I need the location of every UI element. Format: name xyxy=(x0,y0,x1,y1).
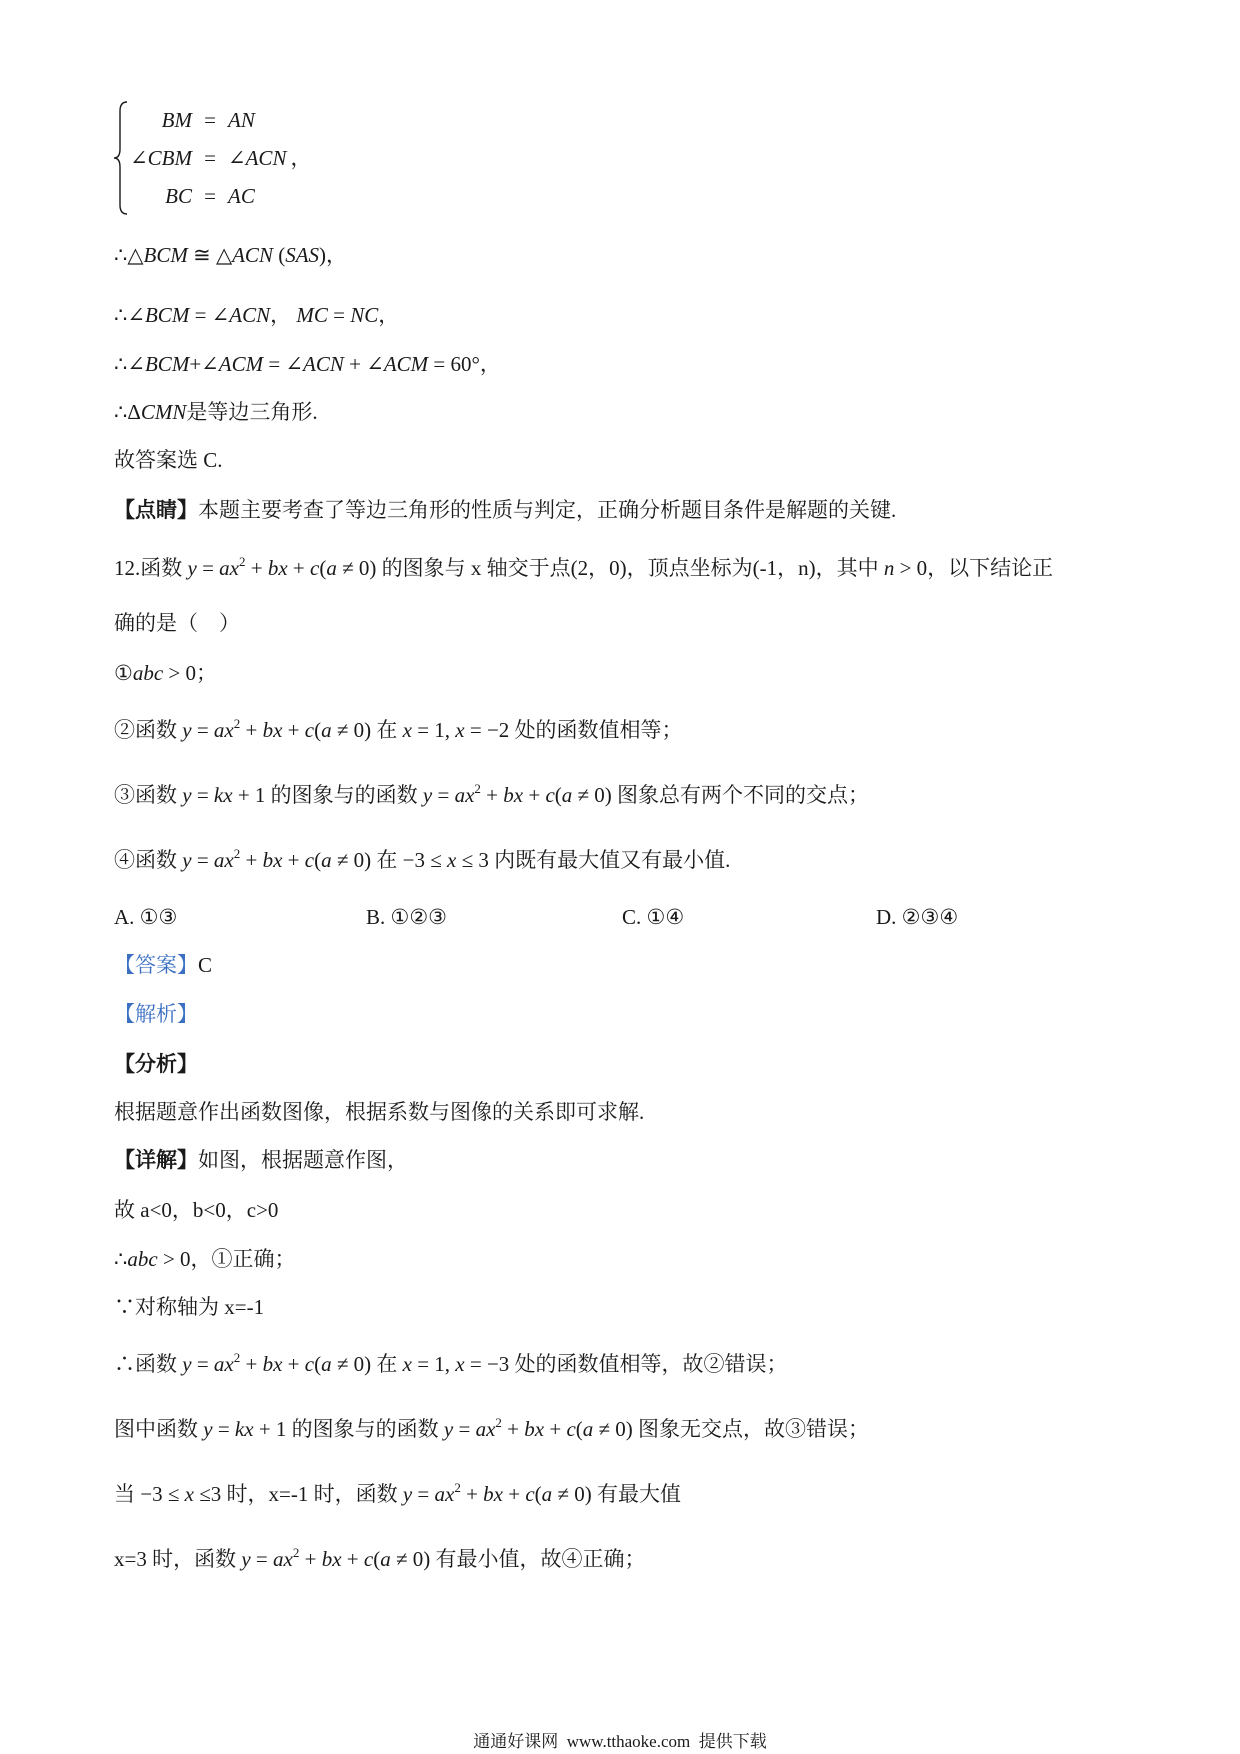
equation-left: BM xyxy=(161,108,192,132)
text-run: ∴ xyxy=(114,243,128,267)
text-run: 故 a<0，b<0，c>0 xyxy=(114,1198,279,1222)
equation-relation: = xyxy=(204,146,216,170)
text-run: 处的函数值相等，故②错误； xyxy=(509,1352,788,1376)
option-a: A. ①③ xyxy=(114,905,178,929)
proof-conclusion-line xyxy=(114,398,318,426)
remark-line xyxy=(114,496,896,524)
math-expression: −3 ≤ x ≤ 3 xyxy=(402,848,489,872)
bold-label: 【分析】 xyxy=(114,1052,198,1076)
math-expression: −3 ≤ x ≤3 xyxy=(140,1482,222,1506)
text-run: 图象总有两个不同的交点； xyxy=(611,783,870,807)
option-b: B. ①②③ xyxy=(366,905,447,929)
math-expression: + bx + c(a ≠ 0) xyxy=(240,1352,372,1376)
equation-end-punct: ， xyxy=(290,146,312,170)
statement-2 xyxy=(114,716,683,744)
math-expression: n > 0 xyxy=(883,556,928,580)
text-run: ③函数 xyxy=(114,783,183,807)
detail-abc xyxy=(114,1245,296,1273)
text-run: 在 xyxy=(371,718,403,742)
math-expression: + bx + c(a ≠ 0) xyxy=(299,1547,431,1571)
proof-angle-sum-line xyxy=(114,350,501,378)
text-run: ∴ xyxy=(114,352,128,376)
analysis-header xyxy=(114,1050,198,1078)
text-run: ∵对称轴为 x=-1 xyxy=(114,1295,265,1319)
text-run: 12.函数 xyxy=(114,556,188,580)
analysis-text xyxy=(114,1098,644,1126)
text-run: ②函数 xyxy=(114,718,183,742)
detail-min-value xyxy=(114,1545,645,1573)
math-expression: y = ax xyxy=(402,1482,455,1506)
text-run: 有最小值，故④正确； xyxy=(430,1547,646,1571)
text-run: 当 xyxy=(114,1482,141,1506)
text-run: ∴ xyxy=(114,303,128,327)
text-run: 在 xyxy=(371,848,403,872)
text-run: 的图象与的函数 xyxy=(286,1417,444,1441)
superscript: 2 xyxy=(233,716,241,731)
text-run: 根据题意作出函数图像，根据系数与图像的关系即可求解. xyxy=(114,1100,645,1124)
equation-relation: = xyxy=(204,184,216,208)
statement-4 xyxy=(114,846,730,874)
equation-left: ∠CBM xyxy=(130,146,192,170)
text-run: ∴ xyxy=(114,400,128,424)
math-expression: x = 1, x = −3 xyxy=(402,1352,510,1376)
text-run: 内既有最大值又有最小值. xyxy=(488,848,731,872)
math-expression: y = kx + 1 xyxy=(182,783,266,807)
proof-congruence-line xyxy=(114,241,347,269)
math-expression: y = ax xyxy=(182,1352,234,1376)
superscript: 2 xyxy=(233,846,241,861)
detail-max-value xyxy=(114,1480,681,1508)
text-run: ① xyxy=(114,661,133,685)
text-run: 故答案选 C. xyxy=(114,448,223,472)
text-run: 时，x=-1 时，函数 xyxy=(221,1482,403,1506)
equation-system-row xyxy=(128,106,259,134)
text-run: 本题主要考查了等边三角形的性质与判定，正确分析题目条件是解题的关键. xyxy=(198,498,897,522)
text-run: ； xyxy=(196,661,217,685)
text-run: C xyxy=(198,953,213,977)
text-run: x=3 时，函数 xyxy=(114,1547,242,1571)
option-d: D. ②③④ xyxy=(876,905,959,929)
math-expression: + bx + c(a ≠ 0) xyxy=(480,783,612,807)
equation-system-row xyxy=(128,182,259,210)
text-run: ∴ xyxy=(114,1247,128,1271)
math-expression: abc > 0 xyxy=(127,1247,191,1271)
answer-line xyxy=(114,951,212,979)
equation-right: ∠ACN xyxy=(228,146,287,170)
math-expression: + bx + c(a ≠ 0) xyxy=(240,848,372,872)
text-run: ， xyxy=(326,243,348,267)
math-expression: y = ax xyxy=(443,1417,496,1441)
detail-equal-values xyxy=(114,1350,788,1378)
equation-right: AC xyxy=(228,184,255,208)
text-run: ， xyxy=(479,352,501,376)
superscript: 2 xyxy=(239,554,246,569)
statement-3 xyxy=(114,781,869,809)
text-run: 的图象与的函数 xyxy=(265,783,423,807)
superscript: 2 xyxy=(292,1545,300,1560)
math-expression: + bx + c(a ≠ 0) xyxy=(501,1417,633,1441)
math-expression: y = kx + 1 xyxy=(203,1417,287,1441)
math-expression: y = ax xyxy=(182,718,234,742)
text-run: 图象无交点，故③错误； xyxy=(632,1417,870,1441)
superscript: 2 xyxy=(454,1480,461,1495)
math-expression: + bx + c(a ≠ 0) xyxy=(245,556,377,580)
question-stem-line-1 xyxy=(114,554,1053,582)
text-run: 有最大值 xyxy=(591,1482,681,1506)
detail-signs xyxy=(114,1196,278,1224)
text-run: 的图象与 x 轴交于点(2，0)，顶点坐标为(-1，n)，其中 xyxy=(376,556,884,580)
math-expression: y = ax xyxy=(422,783,475,807)
explanation-header xyxy=(114,1000,198,1028)
text-run: ，以下结论正 xyxy=(927,556,1054,580)
question-stem-line-2 xyxy=(114,609,240,637)
math-expression: x = 1, x = −2 xyxy=(402,718,510,742)
text-run: 图中函数 xyxy=(114,1417,204,1441)
highlight-label: 【答案】 xyxy=(114,953,198,977)
math-expression: + bx + c(a ≠ 0) xyxy=(240,718,372,742)
text-run: ， xyxy=(378,303,400,327)
statement-1 xyxy=(114,659,217,687)
equation-end-punct xyxy=(255,106,259,134)
text-run: ， xyxy=(270,303,297,327)
superscript: 2 xyxy=(495,1415,502,1430)
equation-system-row xyxy=(128,144,311,172)
footer-source-text: 通通好课网 www.tthaoke.com 提供下载 xyxy=(473,1732,767,1751)
math-expression: y = ax xyxy=(182,848,234,872)
text-run: 处的函数值相等； xyxy=(509,718,683,742)
math-expression: abc > 0 xyxy=(132,661,196,685)
answer-choice-line xyxy=(114,446,223,474)
text-run: 如图，根据题意作图， xyxy=(198,1148,408,1172)
bold-label: 【点睛】 xyxy=(114,498,198,522)
text-run: ④函数 xyxy=(114,848,183,872)
equation-right: AN xyxy=(228,108,255,132)
text-run: ，①正确； xyxy=(190,1247,296,1271)
math-expression: + bx + c(a ≠ 0) xyxy=(460,1482,592,1506)
detail-no-intersection xyxy=(114,1415,869,1443)
superscript: 2 xyxy=(474,781,481,796)
math-expression: y = ax xyxy=(187,556,239,580)
text-run: ∴函数 xyxy=(114,1352,183,1376)
detail-intro xyxy=(114,1146,408,1174)
option-c: C. ①④ xyxy=(622,905,685,929)
math-expression: MC = NC xyxy=(296,303,379,327)
equation-end-punct xyxy=(255,182,259,210)
math-expression: y = ax xyxy=(241,1547,293,1571)
proof-equal-angles-line xyxy=(114,301,399,329)
highlight-label: 【解析】 xyxy=(114,1002,198,1026)
superscript: 2 xyxy=(233,1350,241,1365)
equation-relation: = xyxy=(204,108,216,132)
math-expression: ∠BCM = ∠ACN xyxy=(127,303,271,327)
text-run: 是等边三角形. xyxy=(186,400,318,424)
bold-label: 【详解】 xyxy=(114,1148,198,1172)
math-expression: △BCM ≅ △ACN (SAS) xyxy=(127,243,327,267)
math-expression: ∠BCM+∠ACM = ∠ACN + ∠ACM = 60° xyxy=(127,352,480,376)
math-expression: ΔCMN xyxy=(127,400,187,424)
text-run: 在 xyxy=(371,1352,403,1376)
text-run: 确的是（ ） xyxy=(114,611,240,635)
detail-axis xyxy=(114,1293,264,1321)
equation-left: BC xyxy=(165,184,192,208)
